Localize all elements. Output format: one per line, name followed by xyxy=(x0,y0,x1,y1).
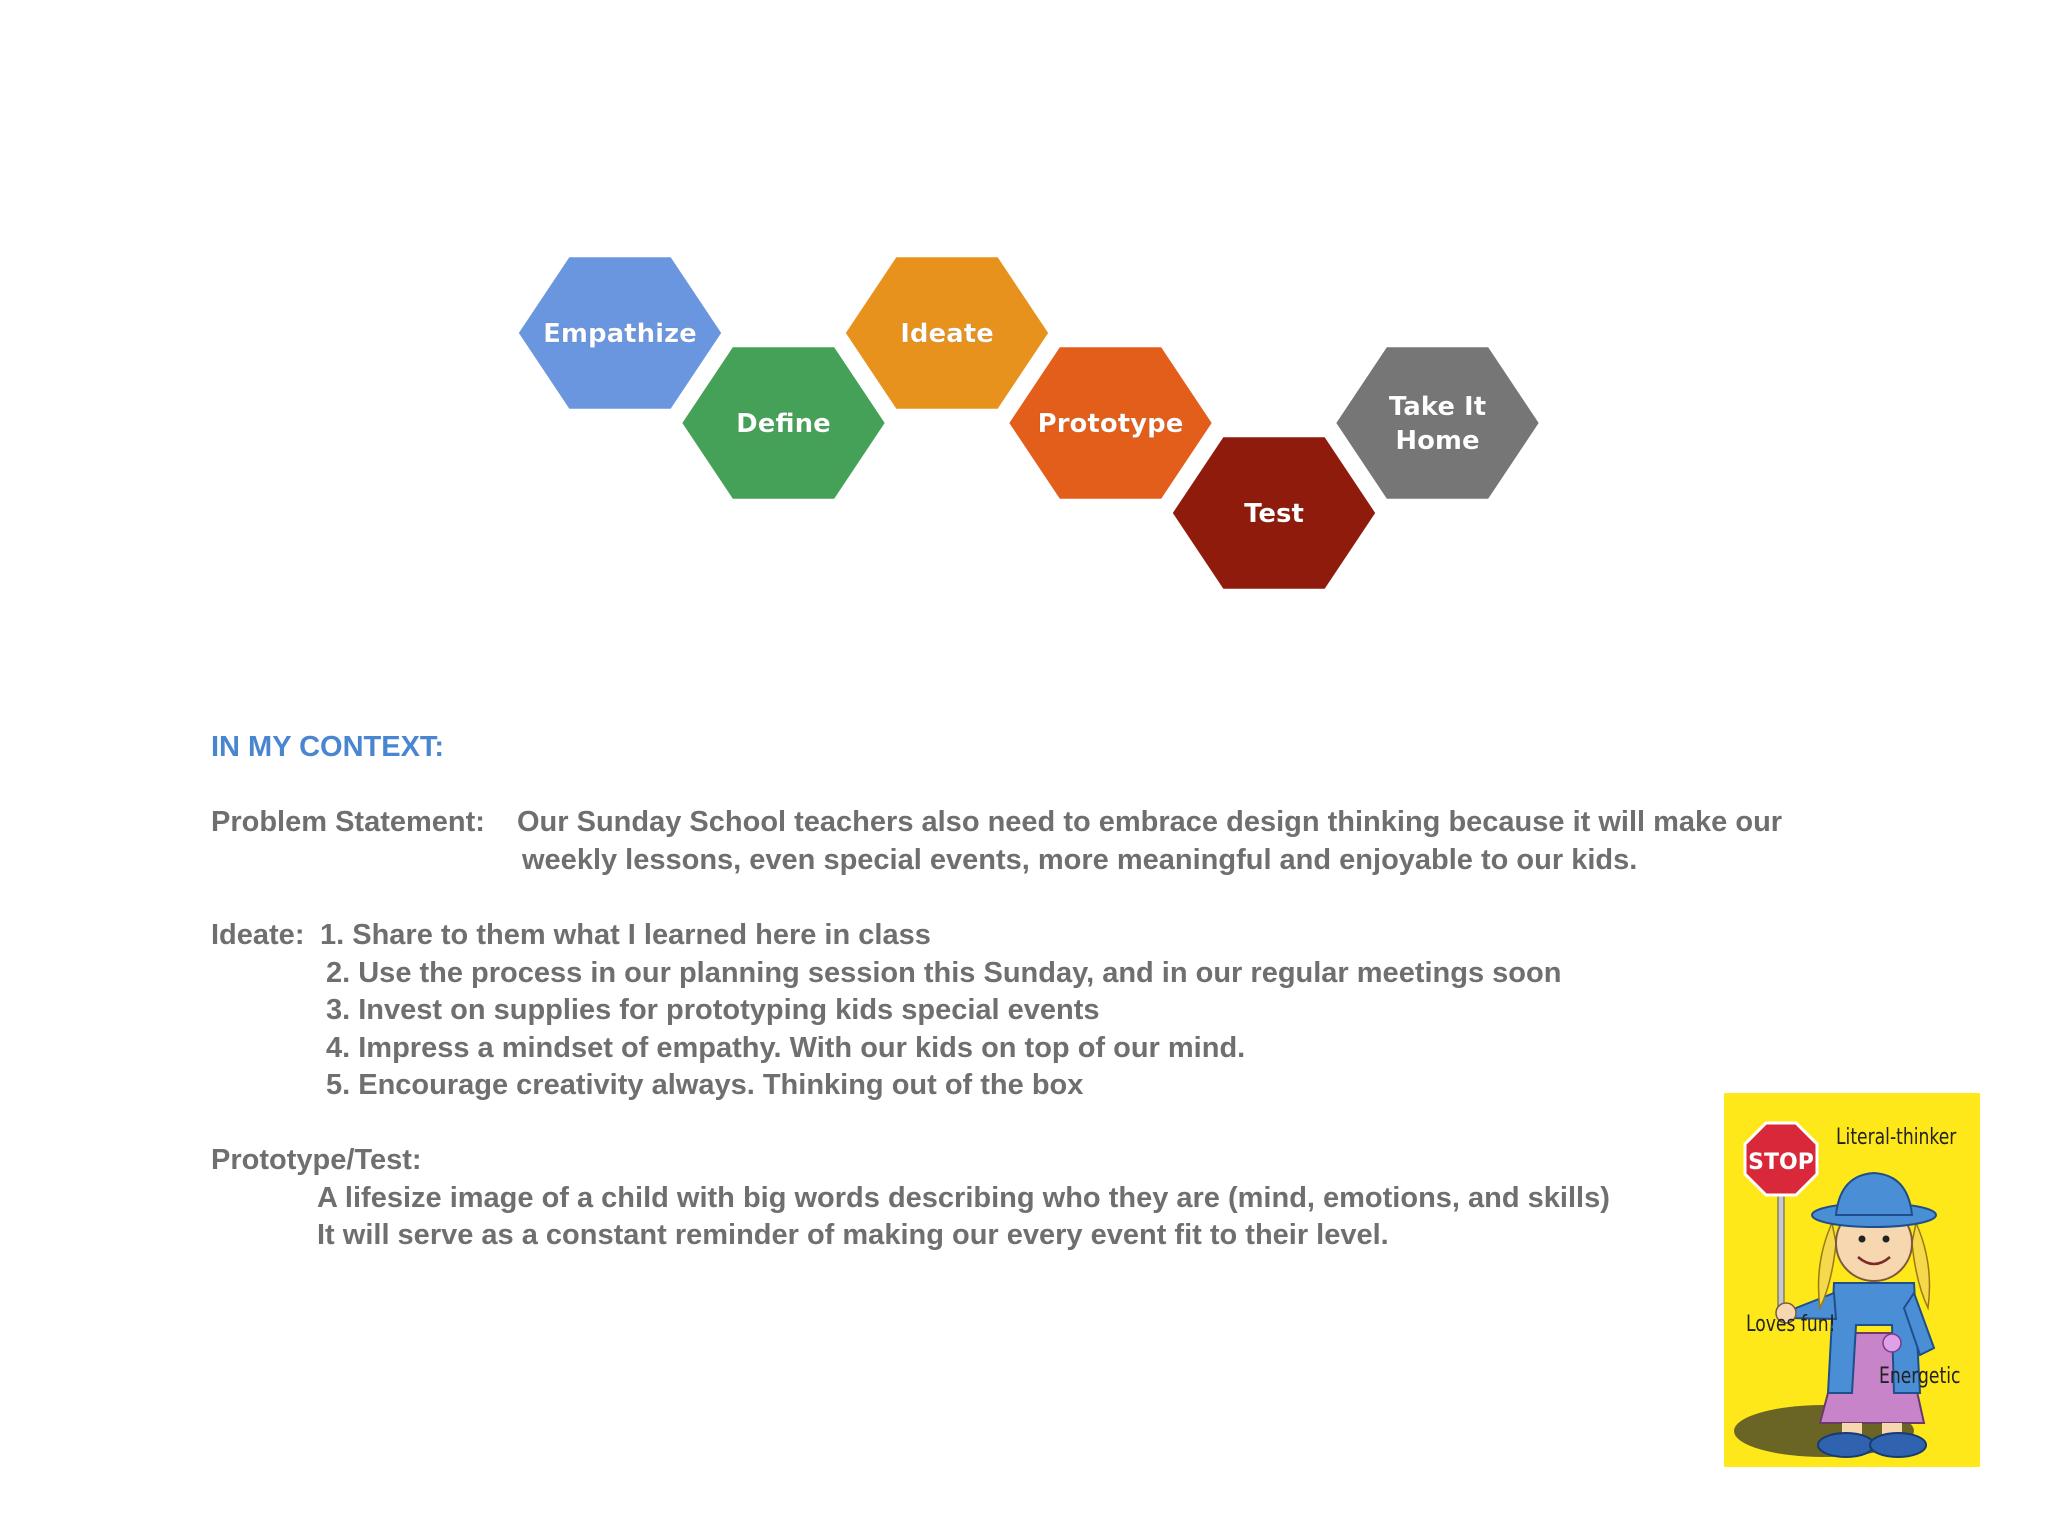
step-test xyxy=(1171,436,1377,590)
context-heading: IN MY CONTEXT: xyxy=(211,731,445,763)
step-take-it-home xyxy=(1335,346,1541,500)
step-label-take-it-home: Home xyxy=(1395,426,1480,456)
problem-statement-line-2: weekly lessons, even special events, more meaningful and enjoyable to our kids. xyxy=(522,844,1638,876)
problem-statement-label: Problem Statement: xyxy=(211,806,485,838)
prototype-line-2: It will serve as a constant reminder of making our every event fit to their level. xyxy=(317,1219,1389,1251)
step-label-take-it-home: Take It xyxy=(1388,392,1487,422)
hexagon-take-it-home xyxy=(1335,346,1541,500)
idea-item-3: 3. Invest on supplies for prototyping kids special events xyxy=(326,994,1100,1026)
poster-word-energetic: Energetic xyxy=(1879,1364,1961,1389)
step-define xyxy=(681,346,887,500)
poster-word-loves-fun: Loves fun! xyxy=(1746,1312,1836,1337)
step-label-test: Test xyxy=(1244,499,1304,529)
stop-sign-text: STOP xyxy=(1748,1150,1814,1175)
idea-item-5: 5. Encourage creativity always. Thinking out of the box xyxy=(326,1069,1084,1101)
prototype-line-1: A lifesize image of a child with big words describing who they are (mind, emotions, and skills) xyxy=(317,1182,1610,1214)
step-ideate xyxy=(844,256,1050,410)
ideate-label: Ideate: xyxy=(211,919,305,951)
child-poster xyxy=(1724,1093,1980,1467)
idea-item-4: 4. Impress a mindset of empathy. With our kids on top of our mind. xyxy=(326,1032,1246,1064)
poster-word-literal-thinker: Literal-thinker xyxy=(1836,1125,1957,1150)
idea-item-1: 1. Share to them what I learned here in class xyxy=(320,919,931,951)
idea-item-2: 2. Use the process in our planning session this Sunday, and in our regular meetings soon xyxy=(326,957,1562,989)
step-prototype xyxy=(1008,346,1214,500)
step-label-ideate: Ideate xyxy=(900,319,994,349)
step-label-define: Define xyxy=(736,409,831,439)
step-label-prototype: Prototype xyxy=(1037,409,1184,439)
problem-statement-line-1: Our Sunday School teachers also need to embrace design thinking because it will make our xyxy=(517,806,1783,838)
design-thinking-process-diagram xyxy=(0,0,2048,700)
prototype-test-label: Prototype/Test: xyxy=(211,1144,422,1176)
step-label-empathize: Empathize xyxy=(543,319,697,349)
step-empathize xyxy=(517,256,723,410)
